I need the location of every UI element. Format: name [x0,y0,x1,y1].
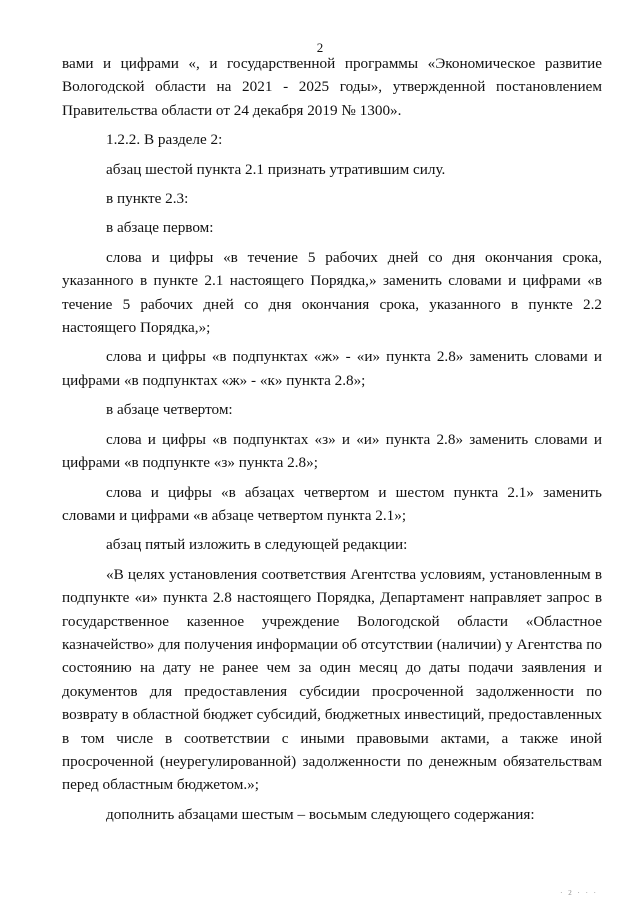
paragraph: дополнить абзацами шестым – восьмым следующего содержания: [106,805,535,823]
paragraph-continuation: вами и цифрами «, и государственной программы «Экономическое развитие Вологодской области на 2021 - 2025 годы», утвержденной постановлением Правительства области от 24 декабря 2019 № 1300». [62,55,602,119]
paragraph: абзац пятый изложить в следующей редакции: [106,536,408,554]
paragraph: в пункте 2.3: [106,190,189,208]
paragraph: слова и цифры «в абзацах четвертом и шестом пункта 2.1» заменить словами и цифрами «в абзаце четвертом пункта 2.1»; [62,483,602,524]
paragraph: слова и цифры «в подпунктах «з» и «и» пункта 2.8» заменить словами и цифрами «в подпункте «з» пункта 2.8»; [62,430,602,472]
paragraph: в абзаце первом: [106,219,214,237]
paragraph-quoted-text: «В целях установления соответствия Агентства условиям, установленным в подпункте «и» пункта 2.8 настоящего Порядка, Департамент направляет запрос в государственное казенное учреждение Вологодской области «Областное казначейство» для получения информации об отсутствии (наличии) у Агентства по состоянию на дату не ранее чем за один месяц до даты подачи заявления и документов для предоставления субсидии просроченной задолженности по возврату в областной бюджет субсидий, бюджетных инвестиций, предоставленных в том числе в соответствии с иными правовыми актами, а также иной просроченной (неурегулированной) задолженности по денежным обязательствам перед областным бюджетом.»; [62,565,602,794]
corner-scan-mark: ' [630,0,632,7]
paragraph: абзац шестой пункта 2.1 признать утратившим силу. [106,160,446,178]
footer-scan-mark: · 2 · · · [560,889,598,897]
paragraph-section-heading: 1.2.2. В разделе 2: [106,131,223,149]
paragraph: слова и цифры «в течение 5 рабочих дней со дня окончания срока, указанного в пункте 2.1 настоящего Порядка,» заменить словами и цифрами «в течение 5 рабочих дней со дня окончания срока, указанного в пункте 2.2 настоящего Порядка,»; [62,248,602,337]
paragraph: в абзаце четвертом: [106,401,233,419]
page-number: 2 [316,40,324,55]
paragraph: слова и цифры «в подпунктах «ж» - «и» пункта 2.8» заменить словами и цифрами «в подпунктах «ж» - «к» пункта 2.8»; [62,348,602,389]
document-body [62,52,602,826]
